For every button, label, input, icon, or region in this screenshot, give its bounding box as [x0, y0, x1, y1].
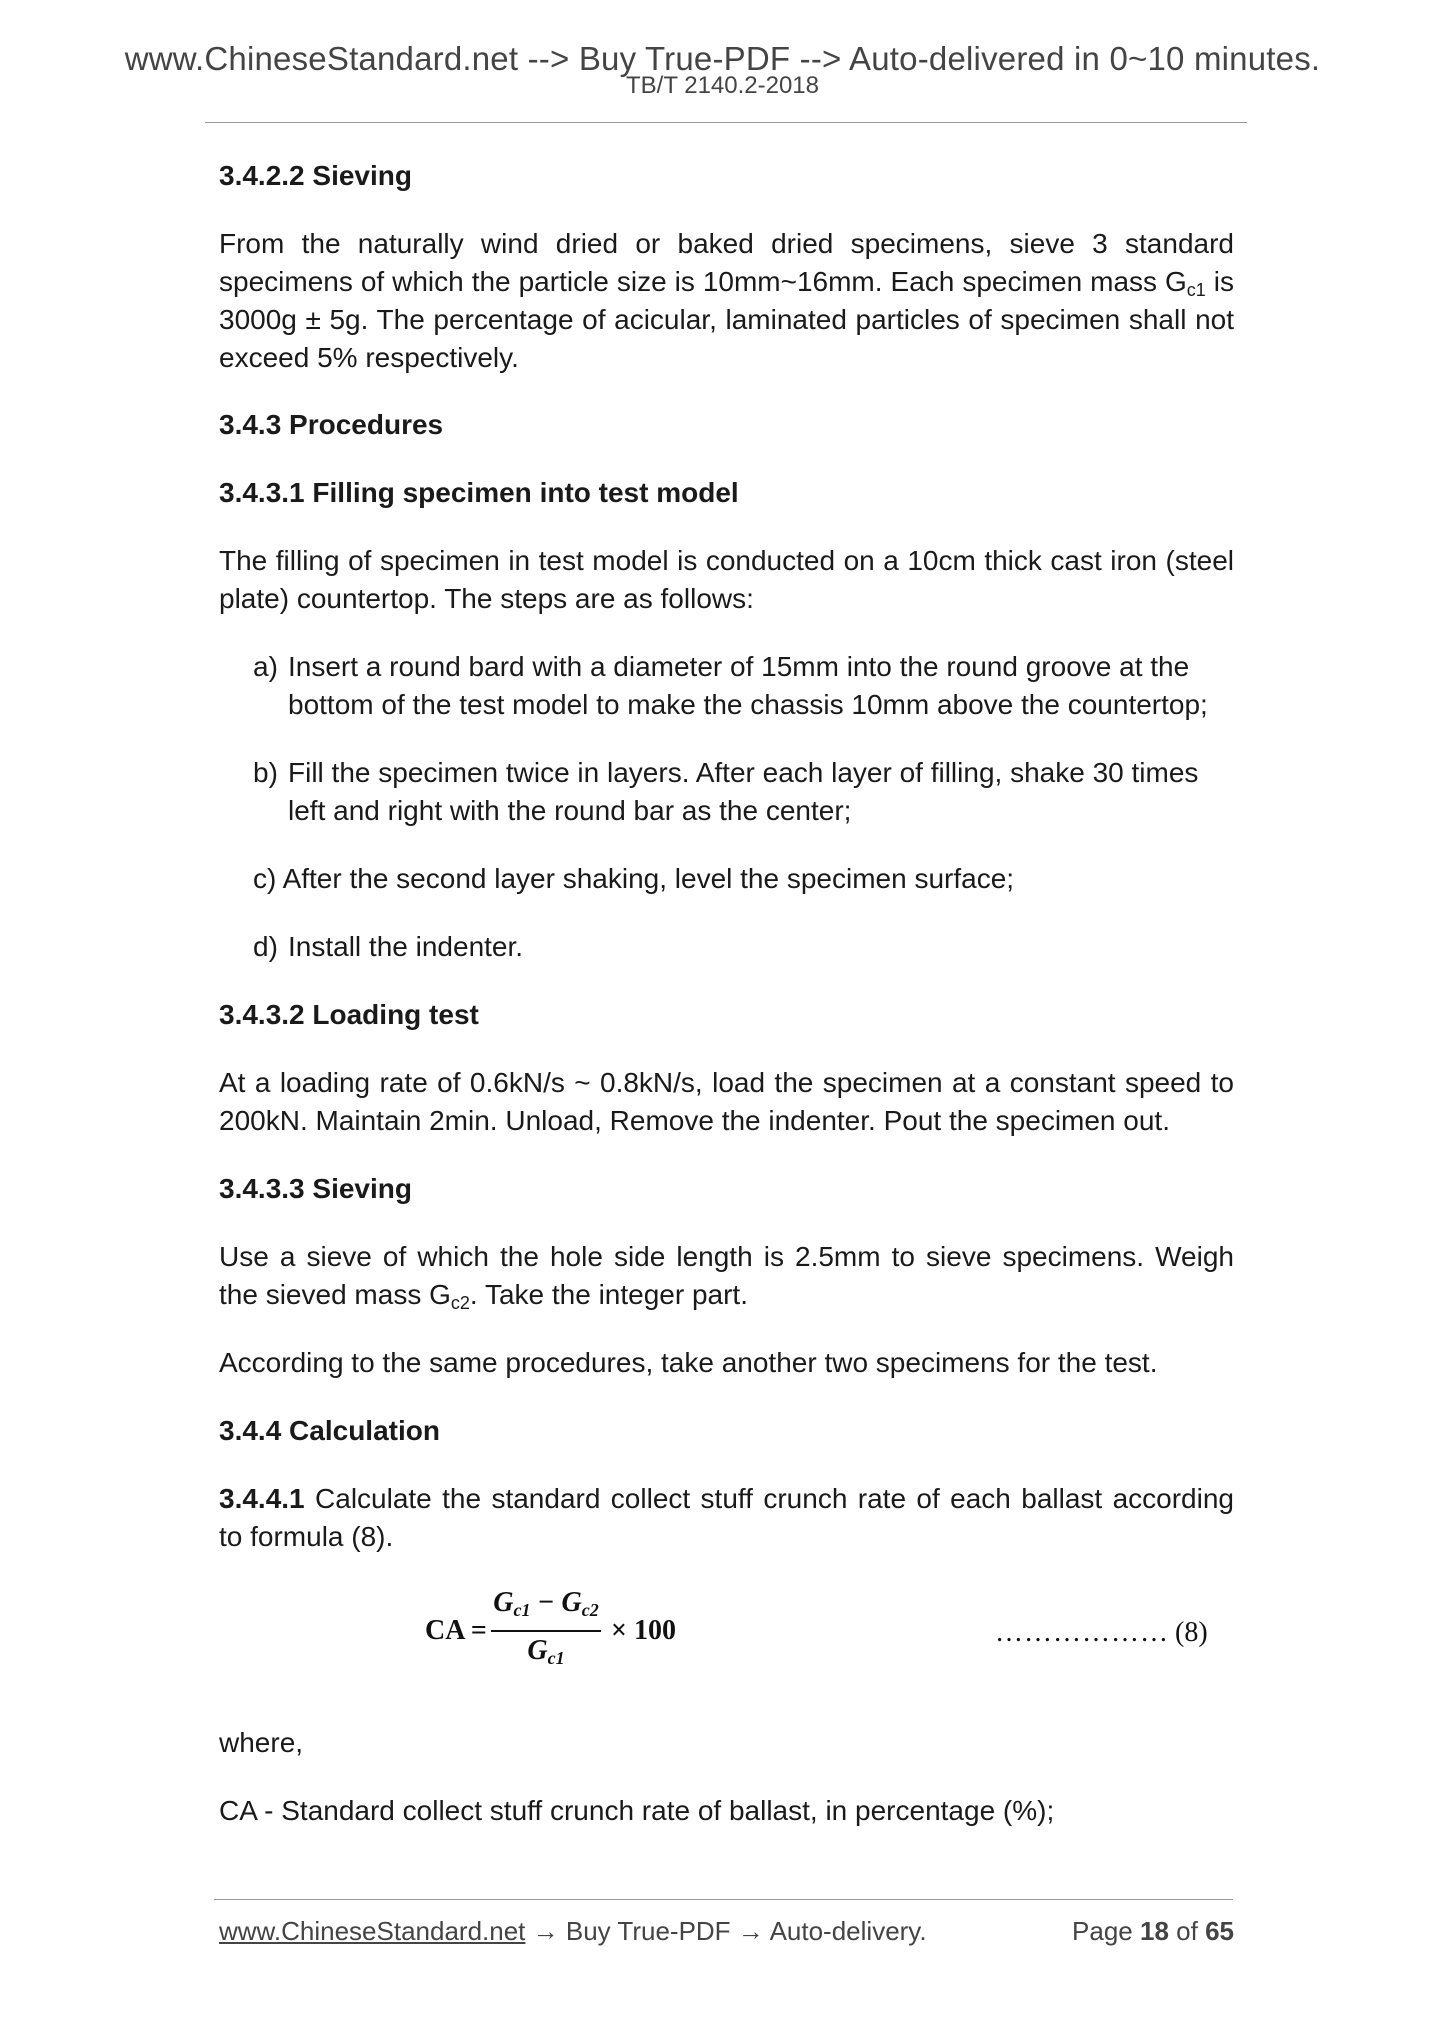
heading-3-4-3-3: 3.4.3.3 Sieving [219, 1173, 412, 1204]
text-run: From the naturally wind dried or baked dried specimens, sieve 3 standard specimens of which the particle size is 10mm~16mm. Each specimen mass G [219, 228, 1234, 297]
formula-lhs: CA = [425, 1615, 487, 1646]
subscript: c2 [581, 1600, 599, 1620]
text-run: Calculate the standard collect stuff crunch rate of each ballast according to formula (8). [219, 1483, 1234, 1552]
heading-3-4-2-2: 3.4.2.2 Sieving [219, 160, 412, 191]
symbol-g: G [493, 1587, 514, 1618]
list-item-label: d) [253, 931, 278, 962]
heading-3-4-3: 3.4.3 Procedures [219, 409, 444, 440]
page-label: Page [1072, 1916, 1133, 1946]
clause-number: 3.4.4.1 [219, 1483, 305, 1514]
text-run: is 3000g ± 5g. The percentage of acicular, laminated particles of specimen shall not exceed 5% respectively. [219, 266, 1234, 373]
list-item-label: b) [253, 757, 278, 788]
list-item [253, 648, 1234, 720]
paragraph-sieve [219, 1238, 1234, 1314]
footer-link[interactable]: www.ChineseStandard.net [219, 1916, 526, 1946]
footer-text: → Buy True-PDF → Auto-delivery. [525, 1916, 927, 1946]
heading-3-4-3-1: 3.4.3.1 Filling specimen into test model [219, 477, 739, 508]
page-total: 65 [1205, 1916, 1234, 1946]
where-label: where, [219, 1727, 304, 1758]
of-label: of [1176, 1916, 1198, 1946]
formula-8 [425, 1587, 1245, 1677]
paragraph-sieving [219, 225, 1234, 377]
formula-numerator [491, 1587, 601, 1619]
leader-dots: ……………… [995, 1617, 1169, 1648]
list-item [253, 754, 1234, 826]
symbol-g: G [527, 1635, 548, 1666]
heading-3-4-4: 3.4.4 Calculation [219, 1415, 440, 1446]
paragraph-repeat: According to the same procedures, take another two specimens for the test. [219, 1347, 1158, 1378]
list-item-label: a) [253, 651, 278, 682]
standard-code: TB/T 2140.2-2018 [625, 72, 820, 99]
list-item-text: Install the indenter. [288, 931, 524, 962]
list-item-label: c) [253, 863, 277, 894]
paragraph-loading: At a loading rate of 0.6kN/s ~ 0.8kN/s, load the specimen at a constant speed to 200kN. Maintain 2min. Unload, Remove the indenter. Pout the specimen out. [219, 1067, 1234, 1136]
site-banner: www.ChineseStandard.net --> Buy True-PDF --> Auto-delivered in 0~10 minutes. [124, 40, 1321, 77]
list-item-text: After the second layer shaking, level the specimen surface; [282, 863, 1015, 894]
paragraph-calculate [219, 1480, 1234, 1556]
text-run: . Take the integer part. [469, 1279, 748, 1310]
minus-sign: − [530, 1587, 562, 1618]
paragraph-filling: The filling of specimen in test model is conducted on a 10cm thick cast iron (steel plate) countertop. The steps are as follows: [219, 545, 1234, 614]
subscript: c2 [450, 1293, 470, 1313]
fraction-bar [491, 1630, 601, 1632]
formula-rhs: × 100 [611, 1615, 676, 1646]
definition-ca: CA - Standard collect stuff crunch rate of ballast, in percentage (%); [219, 1795, 1055, 1826]
page-footer [219, 1916, 1234, 1947]
list-item-text: Insert a round bard with a diameter of 15mm into the round groove at the bottom of the test model to make the chassis 10mm above the countertop; [288, 651, 1208, 720]
subscript: c1 [513, 1600, 531, 1620]
formula-denominator [491, 1635, 601, 1667]
page-indicator [1072, 1916, 1234, 1947]
list-item-text: Fill the specimen twice in layers. After each layer of filling, shake 30 times left and right with the round bar as the center; [288, 757, 1199, 826]
header-divider [205, 122, 1247, 123]
subscript: c1 [1186, 280, 1206, 300]
text-run: Use a sieve of which the hole side length is 2.5mm to sieve specimens. Weigh the sieved mass G [219, 1241, 1234, 1310]
page-number: 18 [1140, 1916, 1169, 1946]
formula-number: (8) [1175, 1617, 1208, 1648]
list-item [253, 860, 1234, 898]
symbol-g: G [561, 1587, 582, 1618]
heading-3-4-3-2: 3.4.3.2 Loading test [219, 999, 479, 1030]
footer-divider [214, 1899, 1233, 1900]
subscript: c1 [547, 1648, 565, 1668]
list-item [253, 928, 1234, 966]
